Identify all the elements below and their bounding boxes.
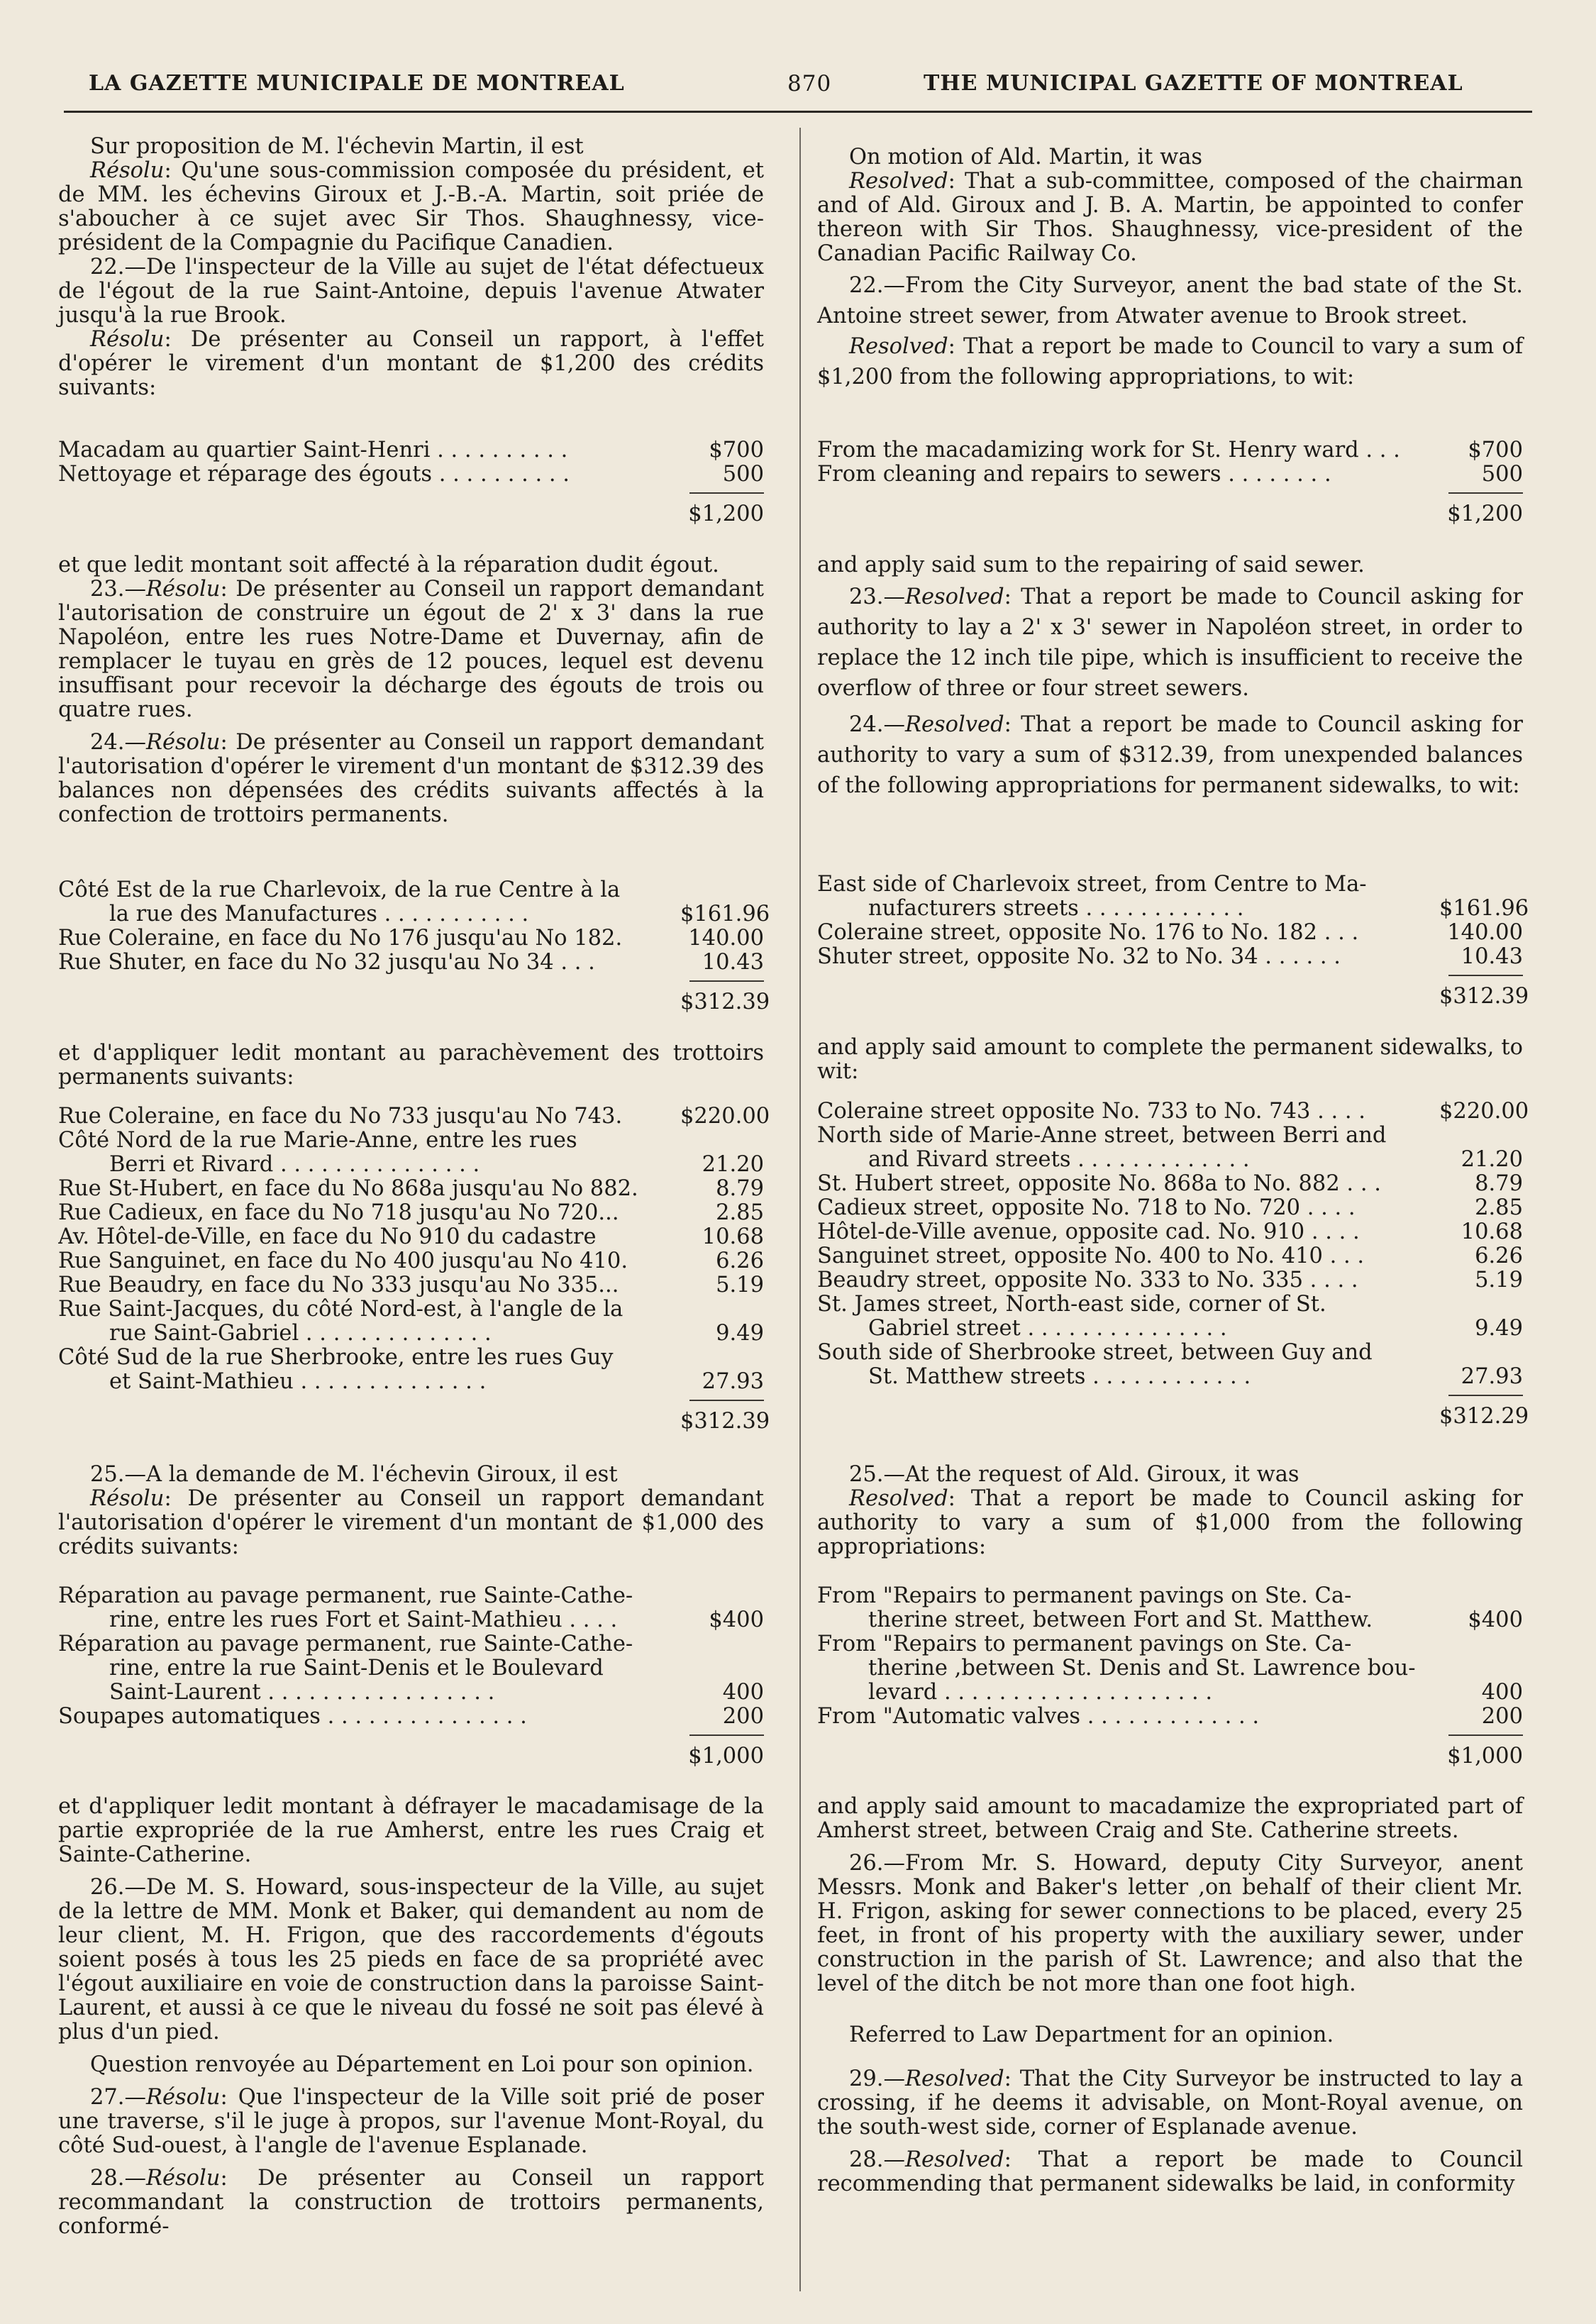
fr-apply-macadam: et d'appliquer ledit montant à défrayer le macadamisage de la partie expropriée de la rue Amherst, entre les rues Craig et Sainte-Catherine. (58, 1794, 764, 1867)
header-rule (64, 111, 1532, 113)
sum-rule (689, 980, 764, 982)
fr-t3-row-6: Rue Beaudry, en face du No 333 jusqu'au No 335... 5.19 (58, 1273, 764, 1297)
en-resolved-label: Resolved (905, 585, 1004, 609)
fr-resolu-label: Résolu (146, 2085, 221, 2110)
amount: 500 (1436, 463, 1523, 487)
en-t3-row-2: St. Hubert street, opposite No. 868a to No. 882 . . . 8.79 (817, 1171, 1523, 1196)
fr-resolu-label: Résolu (90, 327, 165, 352)
fr-block-4 (58, 1463, 764, 1559)
amount: 500 (677, 463, 764, 487)
fr-apply-sidewalks: et d'appliquer ledit montant au parachèvement des trottoirs permanents suivants: (58, 1041, 764, 1090)
fr-block-2 (58, 553, 764, 827)
fr-item-23: 23.—Résolu: De présenter au Conseil un rapport demandant l'autorisation de construire un égout de 2' x 3' dans la rue Napoléon, entre les rues Notre-Dame et Duvernay, afin de remplacer le tuyau en grès de 12 pouces, lequel est devenu insuffisant pour recevoir la décharge des égouts de trois ou quatre rues. (58, 577, 764, 722)
amount: 6.26 (1436, 1244, 1523, 1268)
fr-referred-law: Question renvoyée au Département en Loi pour son opinion. (90, 2052, 754, 2077)
fr-t2-row-0: Côté Est de la rue Charlevoix, de la rue Centre à la la rue des Manufactures . . . . . . . . . . . $161.96 (58, 878, 770, 926)
fr-resolution-text: : De présenter au Conseil un rapport, à l'effet d'opérer le virement d'un montant de $1,200 des crédits suivants: (58, 327, 764, 400)
fr-t3-row-8: Côté Sud de la rue Sherbrooke, entre les rues Guy et Saint-Mathieu . . . . . . . . . . . . . . 27.93 (58, 1346, 764, 1394)
amount: 9.49 (677, 1322, 764, 1346)
amount: $700 (1436, 438, 1523, 463)
amount: $220.00 (1436, 1100, 1523, 1124)
en-item-25: 25.—At the request of Ald. Giroux, it was (849, 1462, 1299, 1487)
fr-t3-row-5: Rue Sanguinet, en face du No 400 jusqu'au No 410. 6.26 (58, 1249, 764, 1273)
amount: 400 (1436, 1681, 1523, 1705)
amount: 21.20 (677, 1153, 764, 1177)
fr-block-5 (58, 1795, 764, 2239)
amount: 10.43 (677, 951, 764, 975)
en-t3-row-6: Beaudry street, opposite No. 333 to No. 335 . . . . 5.19 (817, 1268, 1523, 1293)
en-block-1 (817, 145, 1523, 392)
fr-t4-row-2: Soupapes automatiques . . . . . . . . . . . . . . . 200 (58, 1704, 764, 1729)
fr-item-26: 26.—De M. S. Howard, sous-inspecteur de la Ville, au sujet de la lettre de MM. Monk et Baker, qui demandent au nom de leur client, M. H. Frigon, que des raccordements d'égouts soient posés à tous les 25 pieds en face de sa propriété avec l'égout auxiliaire en voie de construction dans la paroisse Saint-Laurent, et aussi à ce que le niveau du fossé ne soit pas élevé à plus d'un pied. (58, 1875, 764, 2044)
amount: 140.00 (677, 926, 764, 951)
fr-item-22: 22.—De l'inspecteur de la Ville au sujet de l'état défectueux de l'égout de la rue Saint-Antoine, depuis l'avenue Atwater jusqu'à la rue Brook. (58, 255, 764, 328)
total-amount: $312.39 (677, 1410, 764, 1434)
sum-rule (1448, 1734, 1523, 1736)
en-resolution-22: Resolved: That a report be made to Council to vary a sum of $1,200 from the following appropriations, to wit: (817, 334, 1523, 389)
amount: 6.26 (677, 1249, 764, 1273)
amount: $220.00 (677, 1105, 764, 1129)
fr-resolu-label: Résolu (90, 158, 165, 183)
fr-t2-row-2: Rue Shuter, en face du No 32 jusqu'au No 34 . . . 10.43 (58, 950, 764, 975)
fr-resolu-label: Résolu (146, 2166, 221, 2191)
en-table-2 (817, 873, 1529, 1012)
en-item-26: 26.—From Mr. S. Howard, deputy City Surveyor, anent Messrs. Monk and Baker's letter ,on behalf of their client Mr. H. Frigon, asking for sewer connections to be placed, every 25 feet, in front of his property with the auxiliary sewer, under construction in the parish of St. Lawrence; and also that the level of the ditch be not more than one foot high. (817, 1851, 1523, 1996)
amount: 5.19 (1436, 1268, 1523, 1293)
amount: 10.43 (1436, 945, 1523, 969)
amount: 400 (677, 1681, 764, 1705)
fr-resolu-label: Résolu (146, 730, 221, 755)
fr-table-4 (58, 1584, 764, 1771)
fr-item-25: 25.—A la demande de M. l'échevin Giroux, il est (90, 1462, 618, 1487)
en-referred-law: Referred to Law Department for an opinion. (849, 2023, 1334, 2047)
en-item-29: 29.—Resolved: That the City Surveyor be instructed to lay a crossing, if he deems it advisable, on Mont-Royal avenue, on the south-west side, corner of Esplanade avenue. (817, 2066, 1523, 2140)
en-resolved-label: Resolved (905, 712, 1004, 737)
sum-rule (689, 1734, 764, 1736)
en-t3-row-0: Coleraine street opposite No. 733 to No. 743 . . . . $220.00 (817, 1099, 1529, 1124)
sum-rule (1448, 975, 1523, 976)
en-item-23: 23.—Resolved: That a report be made to Council asking for authority to lay a 2' x 3' sewer in Napoléon street, in order to replace the 12 inch tile pipe, which is insufficient to receive the overflow of three or four street sewers. (817, 585, 1523, 701)
fr-block-1 (58, 135, 764, 400)
amount: $400 (677, 1608, 764, 1632)
en-t3-row-7: St. James street, North-east side, corner of St. Gabriel street . . . . . . . . . . . . . . . 9.49 (817, 1293, 1523, 1341)
en-t3-total (817, 1389, 1529, 1432)
fr-item-28: 28.—Résolu: De présenter au Conseil un rapport recommandant la construction de trottoirs permanents, conformé- (58, 2166, 764, 2239)
en-t2-row-0: East side of Charlevoix street, from Centre to Ma- nufacturers streets . . . . . . . . . . . . $161.96 (817, 873, 1529, 921)
en-motion-martin: On motion of Ald. Martin, it was (849, 145, 1203, 170)
total-amount: $1,000 (1436, 1744, 1523, 1769)
fr-resolu-label: Résolu (90, 1486, 165, 1511)
fr-t3-row-2: Rue St-Hubert, en face du No 868a jusqu'au No 882. 8.79 (58, 1176, 764, 1201)
en-table-3 (817, 1099, 1529, 1432)
sum-rule (1448, 492, 1523, 494)
fr-t3-row-4: Av. Hôtel-de-Ville, en face du No 910 du cadastre 10.68 (58, 1224, 764, 1249)
fr-t2-total (58, 975, 770, 1017)
fr-t3-row-7: Rue Saint-Jacques, du côté Nord-est, à l'angle de la rue Saint-Gabriel . . . . . . . . . . . . . . 9.49 (58, 1297, 764, 1346)
fr-item-27: 27.—Résolu: Que l'inspecteur de la Ville soit prié de poser une traverse, s'il le juge à propos, sur l'avenue Mont-Royal, du côté Sud-ouest, à l'angle de l'avenue Esplanade. (58, 2085, 764, 2158)
en-t2-row-2: Shuter street, opposite No. 32 to No. 34 . . . . . . 10.43 (817, 944, 1523, 969)
fr-table-2 (58, 878, 770, 1017)
fr-resolution-subcommittee (58, 159, 764, 255)
fr-resolution-text: : Qu'une sous-commission composée du président, et de MM. les échevins Giroux et J.-B.-A. Martin, soit priée de s'aboucher à ce sujet avec Sir Thos. Shaughnessy, vice-président de la Compagnie du Pacifique Canadien. (58, 158, 764, 255)
amount: 2.85 (1436, 1196, 1523, 1220)
en-t3-row-1: North side of Marie-Anne street, between Berri and and Rivard streets . . . . . . . . . . . . . 21.20 (817, 1124, 1523, 1172)
sum-rule (689, 492, 764, 494)
amount: 8.79 (677, 1177, 764, 1201)
column-divider (799, 128, 801, 2291)
amount: 2.85 (677, 1201, 764, 1225)
en-resolved-label: Resolved (849, 334, 948, 359)
en-table-1 (817, 438, 1523, 529)
header-french-title: LA GAZETTE MUNICIPALE DE MONTREAL (89, 71, 625, 96)
en-t2-total (817, 969, 1529, 1012)
header-english-title: THE MUNICIPAL GAZETTE OF MONTREAL (924, 71, 1463, 96)
amount: 9.49 (1436, 1317, 1523, 1341)
fr-item-24: 24.—Résolu: De présenter au Conseil un rapport demandant l'autorisation d'opérer le virement d'un montant de $312.39 des balances non dépensées des crédits suivants affectés à la confection de trottoirs permanents. (58, 730, 764, 827)
fr-table-1 (58, 438, 764, 529)
en-table-4 (817, 1584, 1523, 1771)
en-t1-row-1: From cleaning and repairs to sewers . . . . . . . . 500 (817, 462, 1523, 487)
amount: 27.93 (677, 1370, 764, 1394)
sum-rule (689, 1400, 764, 1401)
total-amount: $312.39 (677, 990, 764, 1014)
fr-resolution-22 (58, 328, 764, 400)
amount: 140.00 (1436, 921, 1523, 945)
en-item-24: 24.—Resolved: That a report be made to Council asking for authority to vary a sum of $312.39, from unexpended balances of the following appropriations for permanent sidewalks, to wit: (817, 712, 1523, 798)
fr-t1-row-0: Macadam au quartier Saint-Henri . . . . . . . . . . $700 (58, 438, 764, 463)
amount: $161.96 (1436, 897, 1523, 921)
en-t1-row-0: From the macadamizing work for St. Henry ward . . . $700 (817, 438, 1523, 463)
fr-motion-martin: Sur proposition de M. l'échevin Martin, il est (90, 134, 584, 159)
amount: 10.68 (677, 1225, 764, 1249)
amount: 8.79 (1436, 1172, 1523, 1196)
en-t3-row-4: Hôtel-de-Ville avenue, opposite cad. No. 910 . . . . 10.68 (817, 1219, 1523, 1244)
fr-t2-row-1: Rue Coleraine, en face du No 176 jusqu'au No 182. 140.00 (58, 926, 764, 951)
total-amount: $312.29 (1436, 1405, 1523, 1429)
sum-rule (1448, 1395, 1523, 1396)
amount: 27.93 (1436, 1365, 1523, 1389)
en-t3-row-5: Sanguinet street, opposite No. 400 to No. 410 . . . 6.26 (817, 1244, 1523, 1268)
en-t4-row-0: From "Repairs to permanent pavings on Ste. Ca- therine street, between Fort and St. Matthew. $400 (817, 1584, 1523, 1632)
fr-t3-total (58, 1394, 770, 1437)
en-resolved-label: Resolved (849, 1486, 948, 1511)
total-amount: $1,000 (677, 1744, 764, 1769)
total-amount: $312.39 (1436, 985, 1523, 1009)
en-t4-row-1: From "Repairs to permanent pavings on Ste. Ca- therine ,between St. Denis and St. Lawrence bou- levard . . . . . . . . . . . . . . . . . . . . 400 (817, 1632, 1523, 1705)
amount: $400 (1436, 1608, 1523, 1632)
en-t3-row-8: South side of Sherbrooke street, between Guy and St. Matthew streets . . . . . . . . . . . . 27.93 (817, 1341, 1523, 1389)
amount: $700 (677, 438, 764, 463)
en-item-22: 22.—From the City Surveyor, anent the bad state of the St. Antoine street sewer, from Atwater avenue to Brook street. (817, 273, 1523, 328)
fr-t4-row-1: Réparation au pavage permanent, rue Sainte-Cathe- rine, entre la rue Saint-Denis et le Boulevard Saint-Laurent . . . . . . . . . . . . . . . . . 400 (58, 1632, 764, 1705)
en-resolution-subcommittee: Resolved: That a sub-committee, composed of the chairman and of Ald. Giroux and J. B. A. Martin, be appointed to confer thereon with Sir Thos. Shaughnessy, vice-president of the Canadian Pacific Railway Co. (817, 169, 1523, 266)
en-t2-row-1: Coleraine street, opposite No. 176 to No. 182 . . . 140.00 (817, 920, 1523, 945)
en-apply-macadam: and apply said amount to macadamize the expropriated part of Amherst street, between Craig and Ste. Catherine streets. (817, 1794, 1523, 1843)
fr-t3-row-1: Côté Nord de la rue Marie-Anne, entre les rues Berri et Rivard . . . . . . . . . . . . . . . 21.20 (58, 1129, 764, 1177)
en-t4-row-2: From "Automatic valves . . . . . . . . . . . . . 200 (817, 1704, 1523, 1729)
fr-t4-row-0: Réparation au pavage permanent, rue Sainte-Cathe- rine, entre les rues Fort et Saint-Mathieu . . . . $400 (58, 1584, 764, 1632)
amount: 21.20 (1436, 1148, 1523, 1172)
fr-t4-total (58, 1729, 764, 1771)
fr-block-3 (58, 1041, 764, 1090)
en-item-28: 28.—Resolved: That a report be made to Council recommending that permanent sidewalks be laid, in conformity (817, 2147, 1523, 2196)
fr-resolu-label: Résolu (146, 577, 221, 602)
en-apply-sewer: and apply said sum to the repairing of said sewer. (817, 553, 1365, 577)
en-t1-total (817, 487, 1523, 529)
fr-apply-sewer: et que ledit montant soit affecté à la réparation dudit égout. (58, 553, 719, 577)
en-t4-total (817, 1729, 1523, 1771)
amount: 200 (677, 1705, 764, 1729)
page-number: 870 (787, 71, 832, 96)
amount: 10.68 (1436, 1220, 1523, 1244)
en-block-5 (817, 1795, 1523, 2196)
en-resolution-25: Resolved: That a report be made to Council asking for authority to vary a sum of $1,000 from the following appropriations: (817, 1486, 1523, 1559)
en-resolved-label: Resolved (849, 169, 948, 194)
en-resolved-label: Resolved (905, 2147, 1004, 2172)
en-block-2 (817, 553, 1523, 801)
fr-resolution-25: Résolu: De présenter au Conseil un rapport demandant l'autorisation d'opérer le virement d'un montant de $1,000 des crédits suivants: (58, 1486, 764, 1559)
fr-table-3 (58, 1104, 770, 1437)
en-t3-row-3: Cadieux street, opposite No. 718 to No. 720 . . . . 2.85 (817, 1195, 1523, 1220)
fr-t1-total (58, 487, 764, 529)
fr-t1-row-1: Nettoyage et réparage des égouts . . . . . . . . . . 500 (58, 462, 764, 487)
fr-t3-row-0: Rue Coleraine, en face du No 733 jusqu'au No 743. $220.00 (58, 1104, 770, 1129)
amount: $161.96 (677, 902, 764, 926)
en-block-4 (817, 1463, 1523, 1559)
en-resolved-label: Resolved (905, 2066, 1004, 2091)
amount: 200 (1436, 1705, 1523, 1729)
total-amount: $1,200 (1436, 502, 1523, 526)
en-apply-sidewalks: and apply said amount to complete the permanent sidewalks, to wit: (817, 1035, 1523, 1084)
en-block-3 (817, 1036, 1523, 1084)
fr-t3-row-3: Rue Cadieux, en face du No 718 jusqu'au No 720... 2.85 (58, 1200, 764, 1225)
amount: 5.19 (677, 1273, 764, 1297)
total-amount: $1,200 (677, 502, 764, 526)
